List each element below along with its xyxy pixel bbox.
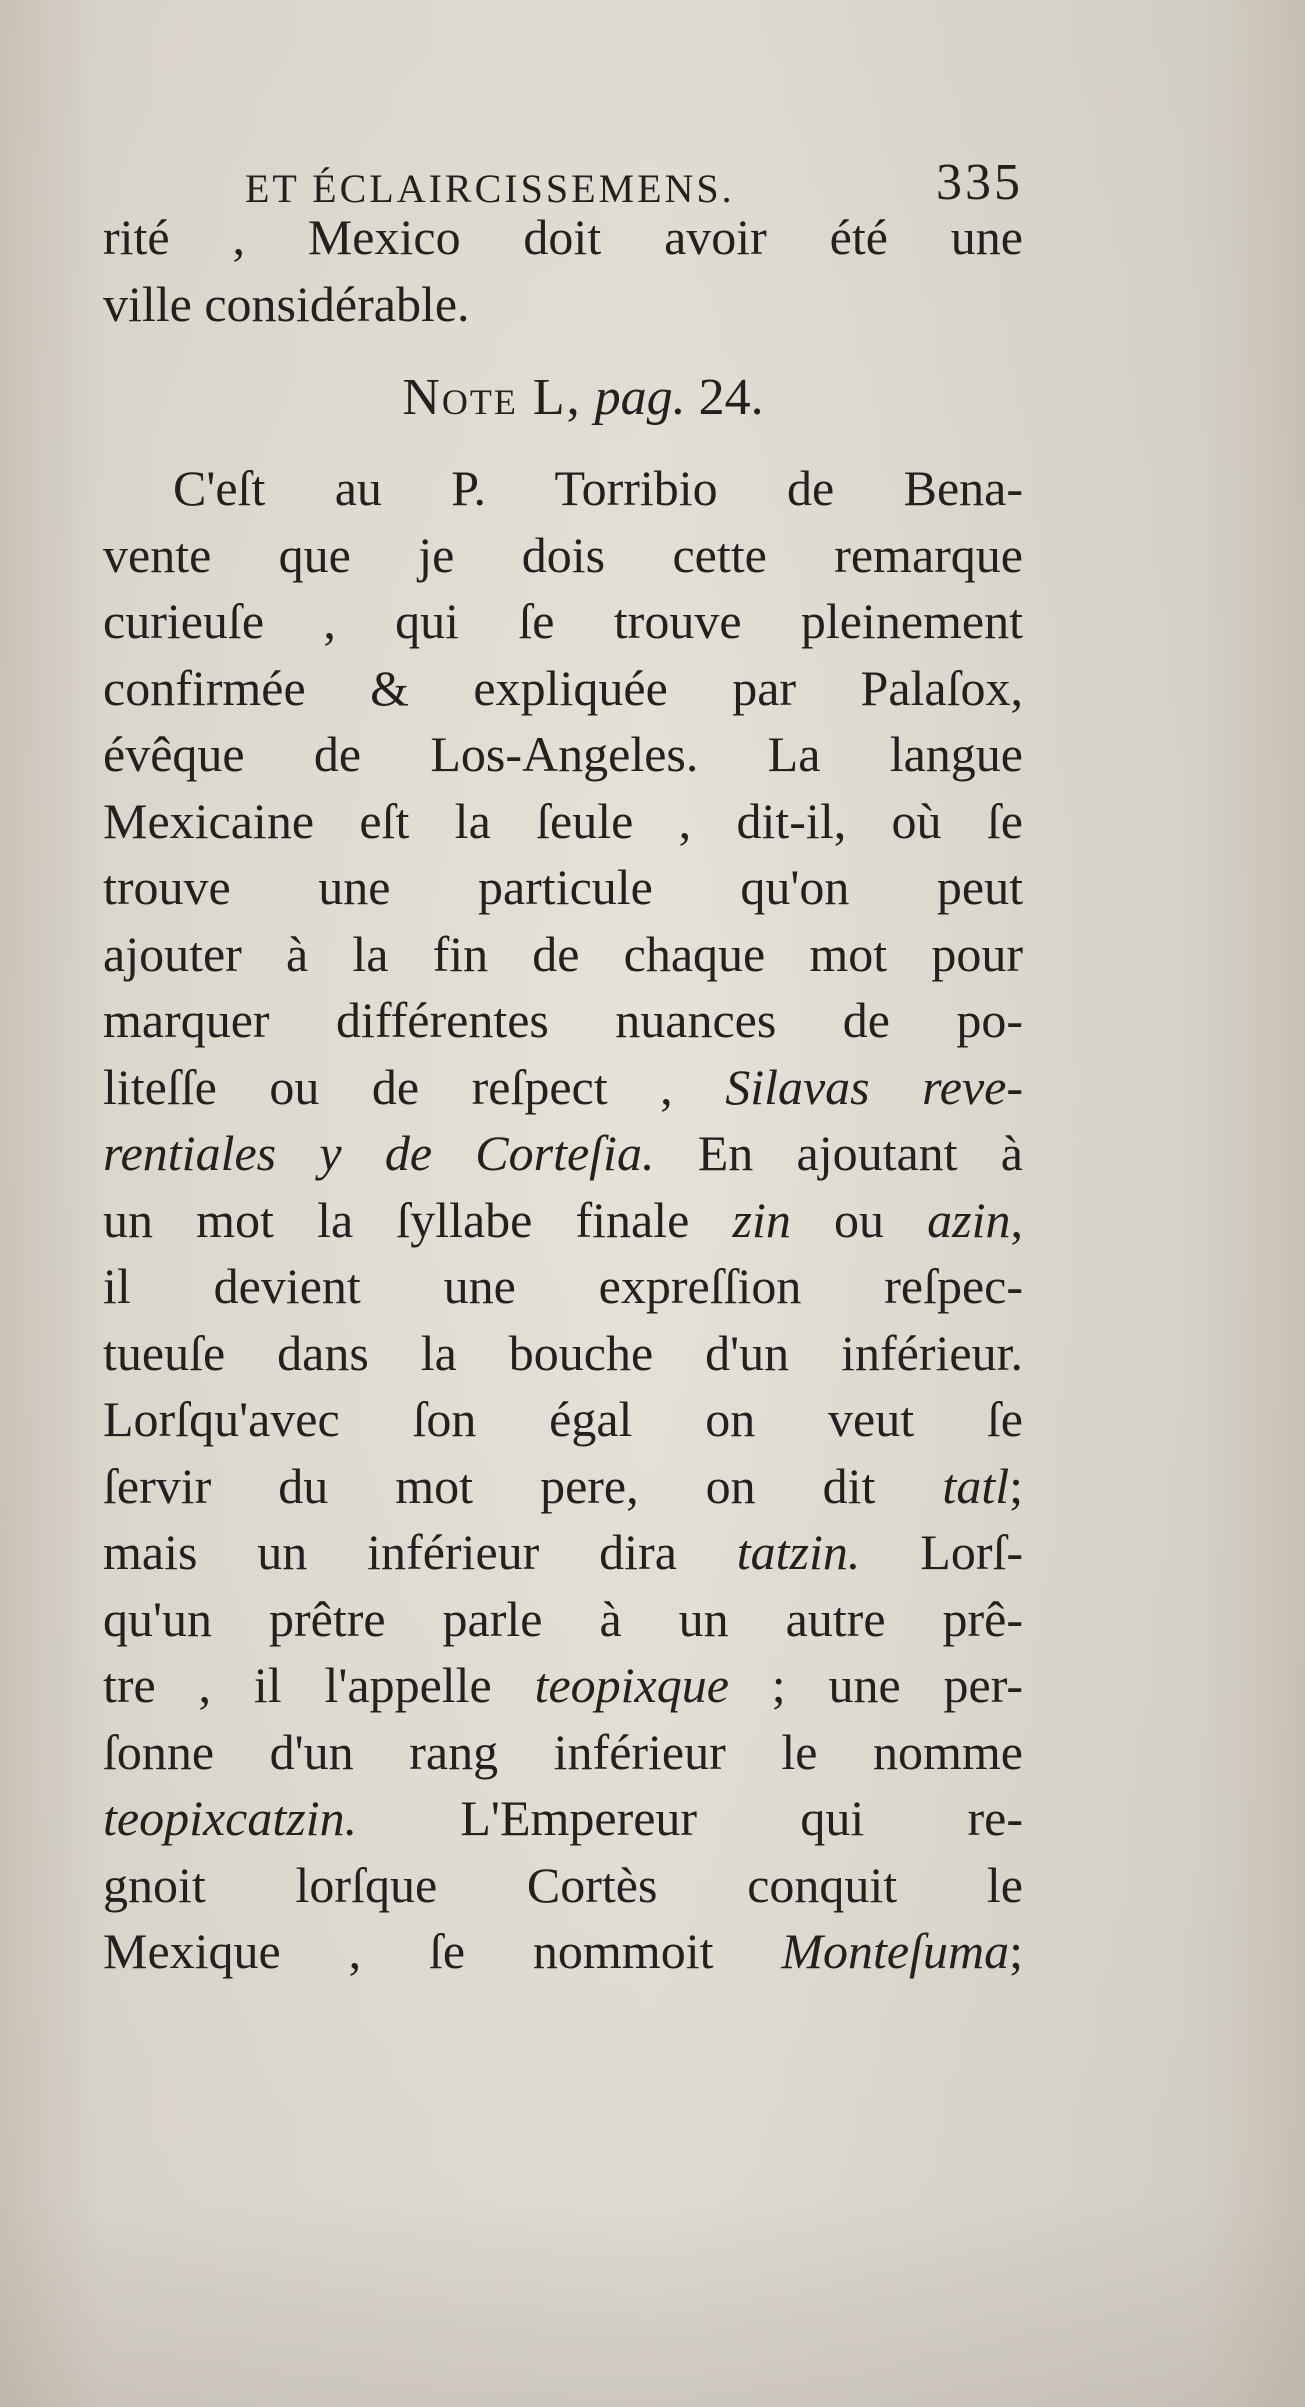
body-line: ajouter à la fin de chaque mot pour [103,925,1023,982]
text-run: ſervir du mot pere, on dit [103,1457,876,1514]
note-page: 24. [698,369,764,426]
text-run: L'Empereur qui re- [460,1790,1023,1846]
body-line: il devient une expreſſion reſpec- [103,1258,1023,1314]
italic-run: Silavas reve- [725,1058,1023,1115]
body-line: gnoit lorſque Cortès conquit le [103,1856,1023,1913]
continuation-line: rité , Mexico doit avoir été une [103,209,1023,265]
continuation-line: ville considérable. [103,275,470,332]
text-run: un mot la ſyllabe finale [103,1191,690,1248]
page-shadow [0,2200,1305,2407]
text-run: Mexique , ſe nommoit [103,1923,714,1979]
body-line: confirmée & expliquée par Palaſox, [103,659,1023,716]
text-run: mais un inférieur dira [103,1524,677,1580]
italic-run: tatzin. [736,1524,861,1580]
body-line: ſonne d'un rang inférieur le nomme [103,1723,1023,1780]
page-number: 335 [936,154,1023,211]
text-run: ; [1009,1923,1024,1979]
running-head: ET ÉCLAIRCISSEMENS. [245,166,735,211]
text-run: Lorſ- [920,1524,1024,1580]
text-run: ; [1009,1457,1024,1514]
text-block [103,138,1023,1985]
note-label: Note L, [402,369,582,426]
text-run: En ajoutant à [697,1125,1024,1181]
body-line: Lorſqu'avec ſon égal on veut ſe [103,1391,1023,1447]
page-header [103,138,1023,211]
body-line: curieuſe , qui ſe trouve pleinement [103,593,1023,649]
italic-run: Monteſuma [781,1923,1010,1979]
italic-run: teopixque [534,1657,729,1713]
body-line: évêque de Los-Angeles. La langue [103,726,1023,782]
italic-run: zin [732,1191,791,1248]
note-heading [103,365,1023,431]
italic-run: rentiales y de Corteſia. [103,1125,655,1181]
body-line: vente que je dois cette remarque [103,526,1023,583]
body-line [103,1187,1023,1254]
body-line [103,1785,1023,1852]
body-line: tueuſe dans la bouche d'un inférieur. [103,1324,1023,1381]
italic-run: tatl [942,1457,1010,1514]
italic-run: azin [927,1191,1011,1248]
text-run: ; une per- [771,1657,1024,1713]
body-line [103,1918,1023,1985]
body-line: Mexicaine eſt la ſeule , dit-il, où ſe [103,792,1023,849]
body-line: trouve une particule qu'on peut [103,859,1023,915]
italic-run: teopixcatzin. [103,1790,358,1846]
body-line [103,1120,1023,1187]
body-line: C'eſt au P. Torribio de Bena- [173,460,1023,516]
text-run: , [1010,1191,1024,1248]
body-line [103,1652,1023,1719]
body-line [103,1054,1023,1121]
body-line [103,1453,1023,1520]
body-line: qu'un prêtre parle à un autre prê- [103,1590,1023,1647]
text-run: tre , il l'appelle [103,1657,492,1713]
note-ref: pag. [594,369,686,426]
text-run: ou [834,1191,885,1248]
body-line: marquer différentes nuances de po- [103,992,1023,1048]
text-run: liteſſe ou de reſpect , [103,1058,673,1115]
body-line [103,1519,1023,1586]
